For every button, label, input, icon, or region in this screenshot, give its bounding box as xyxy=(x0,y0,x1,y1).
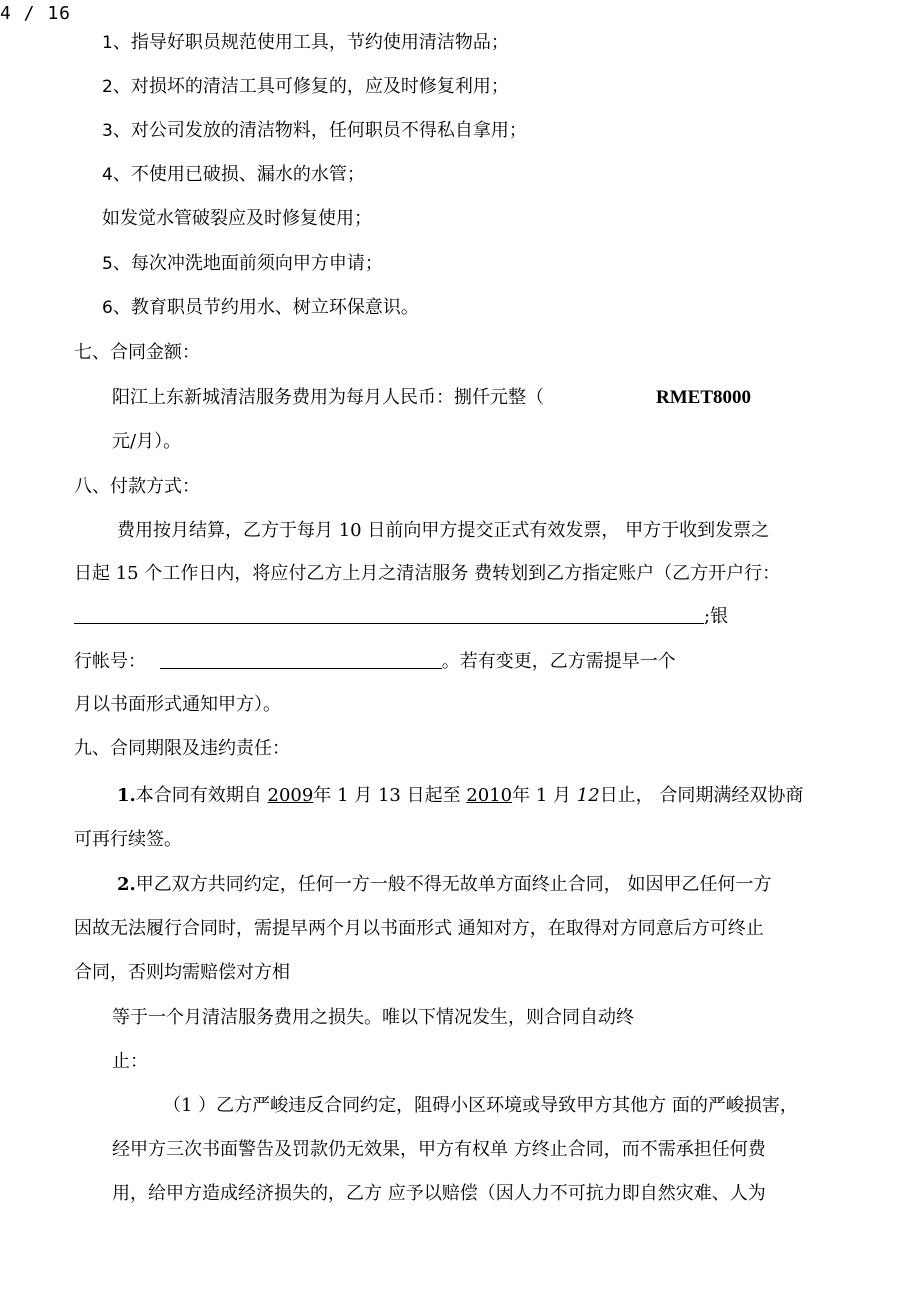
account-number-blank xyxy=(160,650,442,669)
bank-line: ;银 xyxy=(74,605,728,629)
payment-line-2: 日起 15 个工作日内，将应付乙方上月之清洁服务 费转划到乙方指定账户（乙方开户行： xyxy=(74,563,781,584)
section-7-heading: 七、合同金额： xyxy=(74,342,200,363)
page-indicator: 4 / 16 xyxy=(0,3,72,24)
payment-line-5: 月以书面形式通知甲方）。 xyxy=(74,694,281,715)
term-item-2-line-5: 止： xyxy=(112,1051,148,1072)
list-note: 如发觉水管破裂应及时修复使用； xyxy=(102,208,372,229)
term-item-1-cont: 可再行续签。 xyxy=(74,829,182,850)
list-item-5: 5、每次冲洗地面前须向甲方申请； xyxy=(102,253,383,274)
section-9-heading: 九、合同期限及违约责任： xyxy=(74,738,290,759)
list-item-4: 4、不使用已破损、漏水的水管； xyxy=(102,164,365,185)
term-item-2-line-1: 2.甲乙双方共同约定，任何一方一般不得无故单方面终止合同， 如因甲乙任何一方 xyxy=(117,874,772,895)
term-item-2-line-2: 因故无法履行合同时，需提早两个月以书面形式 通知对方，在取得对方同意后方可终止 xyxy=(74,918,764,939)
term-item-2-line-3: 合同，否则均需赔偿对方相 xyxy=(74,962,290,983)
account-line: 行帐号： 。若有变更，乙方需提早一个 xyxy=(74,651,676,672)
clause-1-line-3: 用，给甲方造成经济损失的，乙方 应予以赔偿（因人力不可抗力即自然灾难、人为 xyxy=(112,1183,766,1204)
list-item-6: 6、教育职员节约用水、树立环保意识。 xyxy=(102,297,419,318)
payment-line-1: 费用按月结算，乙方于每月 10 日前向甲方提交正式有效发票， 甲方于收到发票之 xyxy=(117,520,770,541)
list-item-1: 1、指导好职员规范使用工具，节约使用清洁物品； xyxy=(102,32,509,53)
list-item-2: 2、对损坏的清洁工具可修复的，应及时修复利用； xyxy=(102,76,509,97)
contract-amount-value: RMET8000 xyxy=(656,387,751,408)
list-item-3: 3、对公司发放的清洁物料，任何职员不得私自拿用； xyxy=(102,120,527,141)
term-item-1: 1.本合同有效期自 2009年 1 月 13 日起至 2010年 1 月 12日止， 合同期满经双协商 xyxy=(117,785,804,806)
bank-name-blank xyxy=(74,605,704,624)
contract-amount-unit: 元/月）。 xyxy=(112,431,182,452)
contract-amount-line: 阳江上东新城清洁服务费用为每月人民币：捌仟元整（ xyxy=(112,387,544,408)
section-8-heading: 八、付款方式： xyxy=(74,476,200,497)
clause-1-line-1: （1 ）乙方严峻违反合同约定，阻碍小区环境或导致甲方其他方 面的严峻损害， xyxy=(163,1095,798,1116)
clause-1-line-2: 经甲方三次书面警告及罚款仍无效果，甲方有权单 方终止合同，而不需承担任何费 xyxy=(112,1139,766,1160)
term-item-2-line-4: 等于一个月清洁服务费用之损失。唯以下情况发生，则合同自动终 xyxy=(112,1007,634,1028)
